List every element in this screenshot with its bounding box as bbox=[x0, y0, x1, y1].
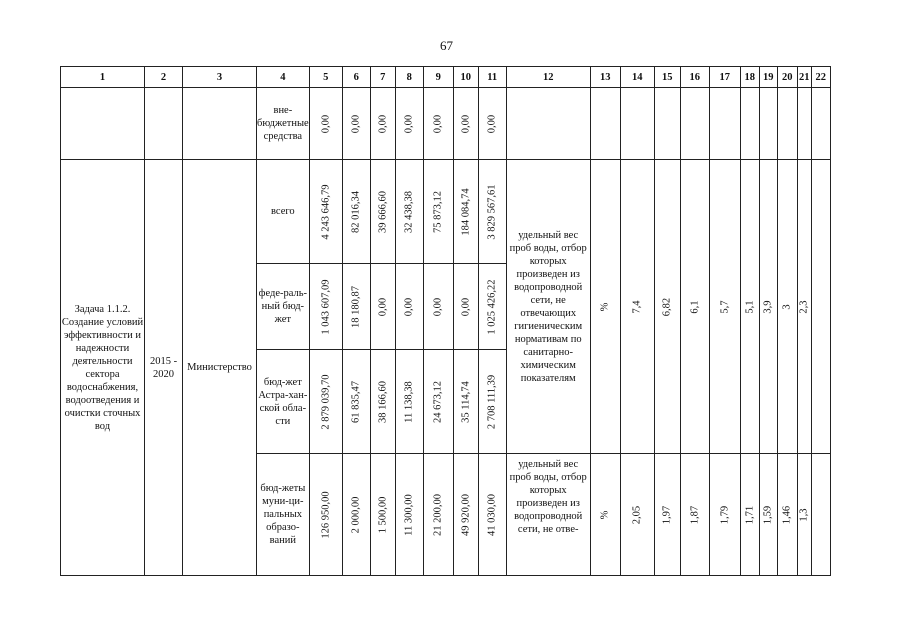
col-number: 22 bbox=[811, 67, 830, 88]
amount-cell: 82 016,34 bbox=[350, 190, 362, 233]
indicator-value: 7,4 bbox=[631, 299, 643, 314]
indicator-value: 1,97 bbox=[661, 505, 673, 524]
indicator-value: 1,79 bbox=[719, 505, 731, 524]
col-number: 21 bbox=[797, 67, 811, 88]
indicator-value: 2,3 bbox=[798, 299, 810, 314]
empty-cell bbox=[811, 88, 830, 160]
indicator-value: 5,7 bbox=[719, 299, 731, 314]
col-number: 19 bbox=[759, 67, 777, 88]
table-row bbox=[61, 88, 831, 160]
col-number: 3 bbox=[183, 67, 257, 88]
amount-cell: 184 084,74 bbox=[460, 187, 472, 236]
col-number: 14 bbox=[620, 67, 654, 88]
task-description: Задача 1.1.2. Создание условий эффективности и надежности деятельности сектора водоснабжения, водоотведения и очистки сточных вод bbox=[61, 160, 145, 576]
empty-cell bbox=[740, 88, 759, 160]
funding-source: вне-бюджетные средства bbox=[257, 88, 310, 160]
amount-cell: 126 950,00 bbox=[320, 490, 332, 539]
program-table bbox=[60, 66, 831, 576]
indicator-value: 1,46 bbox=[781, 505, 793, 524]
amount-cell: 35 114,74 bbox=[460, 380, 472, 423]
indicator-value: 1,3 bbox=[798, 507, 810, 522]
indicator-description: удельный вес проб воды, отбор которых произведен из водопроводной сети, не отвечающих гигиеническим нормативам по санитарно-химическим показателям bbox=[506, 160, 590, 454]
indicator-unit: % bbox=[599, 510, 611, 519]
indicator-value: 6,82 bbox=[661, 297, 673, 316]
col-number: 12 bbox=[506, 67, 590, 88]
amount-cell: 18 180,87 bbox=[350, 285, 362, 328]
amount-cell: 61 835,47 bbox=[350, 380, 362, 423]
amount-cell: 0,00 bbox=[460, 114, 472, 133]
amount-cell: 0,00 bbox=[350, 114, 362, 133]
col-number: 15 bbox=[654, 67, 680, 88]
indicator-value: 3 bbox=[781, 303, 793, 310]
amount-cell: 49 920,00 bbox=[460, 493, 472, 536]
empty-cell bbox=[654, 88, 680, 160]
amount-cell: 21 200,00 bbox=[432, 493, 444, 536]
column-number-row bbox=[61, 67, 831, 88]
funding-source: бюд-жеты муни-ци-пальных образо-ваний bbox=[257, 454, 310, 576]
amount-cell: 0,00 bbox=[377, 297, 389, 316]
col-number: 20 bbox=[777, 67, 797, 88]
amount-cell: 38 166,60 bbox=[377, 380, 389, 423]
indicator-value: 3,9 bbox=[762, 299, 774, 314]
col-number: 9 bbox=[423, 67, 453, 88]
amount-cell: 41 030,00 bbox=[486, 493, 498, 536]
amount-cell: 0,00 bbox=[320, 114, 332, 133]
col-number: 16 bbox=[680, 67, 709, 88]
funding-source: бюд-жет Астра-хан-ской обла-сти bbox=[257, 350, 310, 454]
amount-cell: 1 500,00 bbox=[377, 496, 389, 533]
col-number: 10 bbox=[453, 67, 478, 88]
amount-cell: 0,00 bbox=[460, 297, 472, 316]
amount-cell: 0,00 bbox=[377, 114, 389, 133]
col-number: 5 bbox=[309, 67, 342, 88]
indicator-value: 2,05 bbox=[631, 505, 643, 524]
amount-cell: 0,00 bbox=[403, 297, 415, 316]
empty-cell bbox=[61, 88, 145, 160]
empty-cell bbox=[620, 88, 654, 160]
amount-cell: 0,00 bbox=[403, 114, 415, 133]
task-years: 2015 - 2020 bbox=[145, 160, 183, 576]
amount-cell: 2 879 039,70 bbox=[320, 373, 332, 430]
amount-cell: 24 673,12 bbox=[432, 380, 444, 423]
amount-cell: 2 708 111,39 bbox=[486, 374, 498, 429]
empty-cell bbox=[506, 88, 590, 160]
amount-cell: 1 025 426,22 bbox=[486, 278, 498, 335]
funding-source: феде-раль-ный бюд-жет bbox=[257, 264, 310, 350]
table-row bbox=[61, 160, 831, 264]
amount-cell: 75 873,12 bbox=[432, 190, 444, 233]
amount-cell: 32 438,38 bbox=[403, 190, 415, 233]
col-number: 17 bbox=[709, 67, 740, 88]
indicator-value: 5,1 bbox=[744, 299, 756, 314]
amount-cell: 1 043 607,09 bbox=[320, 278, 332, 335]
col-number: 11 bbox=[478, 67, 506, 88]
amount-cell: 3 829 567,61 bbox=[486, 183, 498, 240]
amount-cell: 0,00 bbox=[432, 114, 444, 133]
empty-cell bbox=[811, 454, 830, 576]
empty-cell bbox=[709, 88, 740, 160]
page-number: 67 bbox=[440, 38, 453, 53]
empty-cell bbox=[777, 88, 797, 160]
amount-cell: 2 000,00 bbox=[350, 496, 362, 533]
amount-cell: 0,00 bbox=[432, 297, 444, 316]
empty-cell bbox=[590, 88, 620, 160]
indicator-description: удельный вес проб воды, отбор которых произведен из водопроводной сети, не отве- bbox=[506, 454, 590, 576]
amount-cell: 39 666,60 bbox=[377, 190, 389, 233]
amount-cell: 11 138,38 bbox=[403, 380, 415, 423]
funding-source: всего bbox=[257, 160, 310, 264]
empty-cell bbox=[183, 88, 257, 160]
amount-cell: 4 243 646,79 bbox=[320, 183, 332, 240]
empty-cell bbox=[145, 88, 183, 160]
task-executor: Министерство bbox=[183, 160, 257, 576]
empty-cell bbox=[811, 160, 830, 454]
indicator-value: 1,59 bbox=[762, 505, 774, 524]
empty-cell bbox=[680, 88, 709, 160]
amount-cell: 11 300,00 bbox=[403, 493, 415, 536]
col-number: 8 bbox=[395, 67, 423, 88]
col-number: 6 bbox=[342, 67, 370, 88]
indicator-value: 1,71 bbox=[744, 505, 756, 524]
indicator-unit: % bbox=[599, 302, 611, 311]
col-number: 1 bbox=[61, 67, 145, 88]
col-number: 2 bbox=[145, 67, 183, 88]
empty-cell bbox=[759, 88, 777, 160]
col-number: 18 bbox=[740, 67, 759, 88]
indicator-value: 1,87 bbox=[689, 505, 701, 524]
col-number: 7 bbox=[370, 67, 395, 88]
empty-cell bbox=[797, 88, 811, 160]
amount-cell: 0,00 bbox=[486, 114, 498, 133]
col-number: 4 bbox=[257, 67, 310, 88]
col-number: 13 bbox=[590, 67, 620, 88]
indicator-value: 6,1 bbox=[689, 299, 701, 314]
